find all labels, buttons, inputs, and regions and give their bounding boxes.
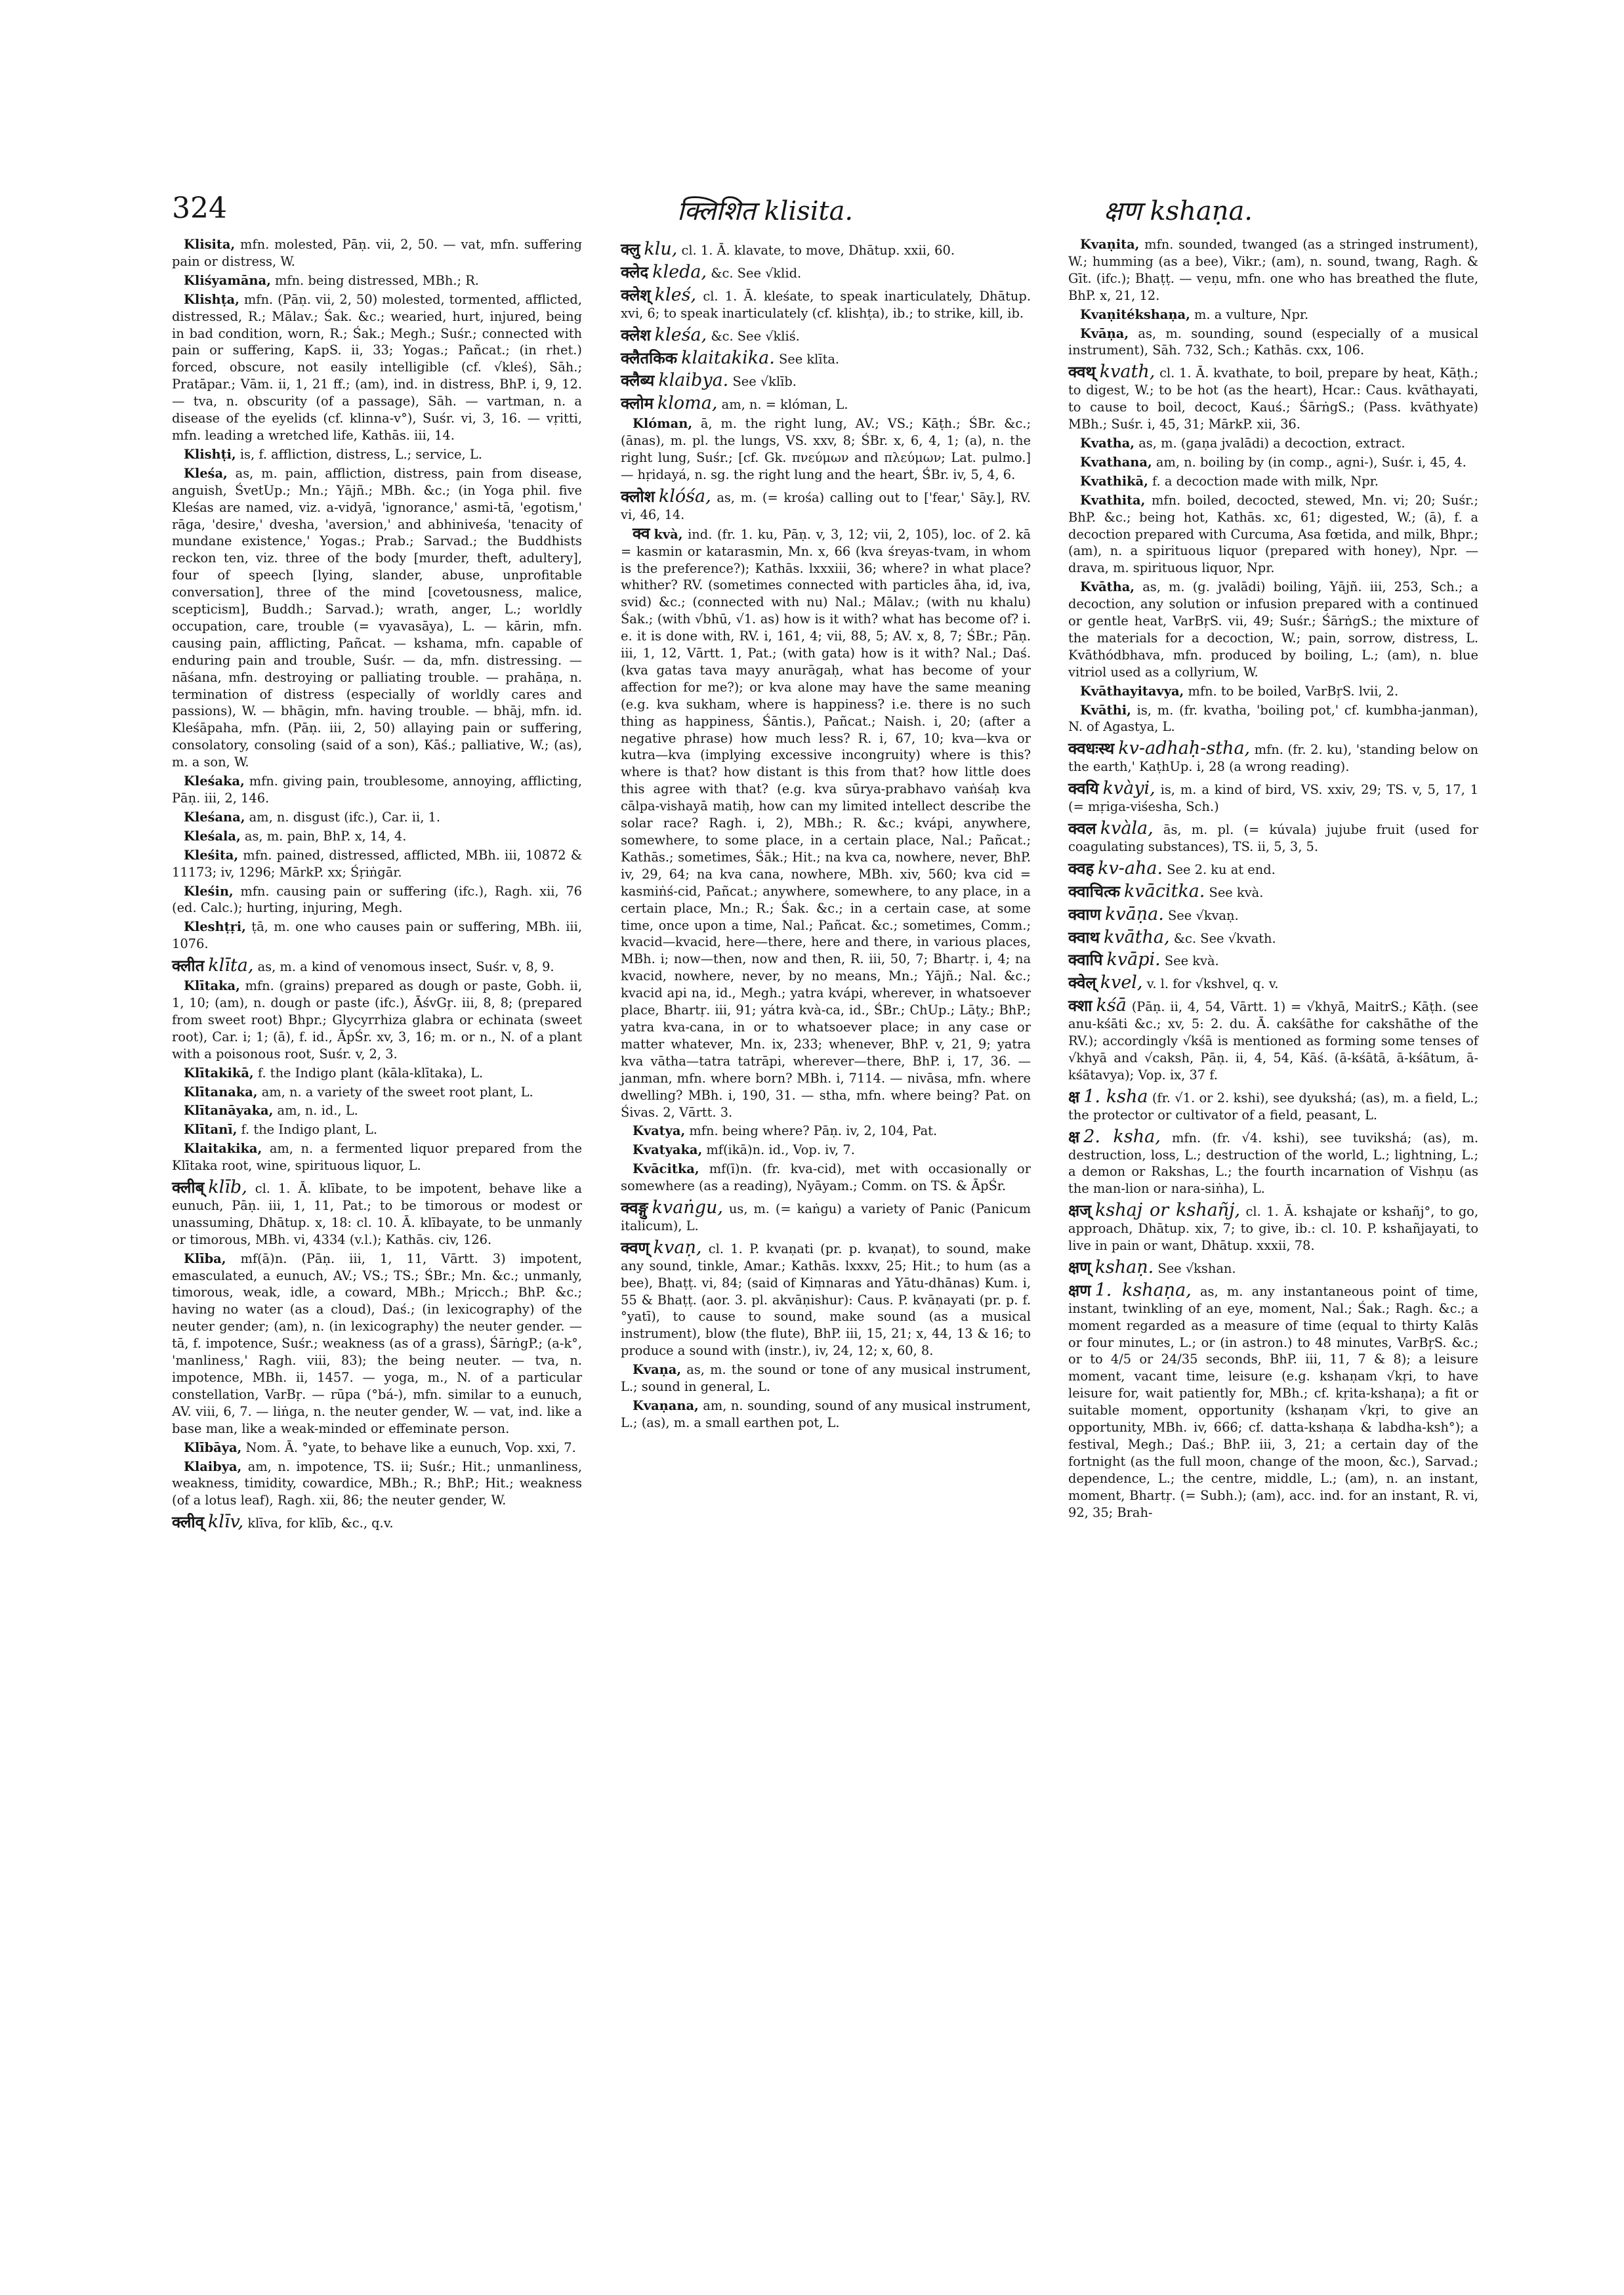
dictionary-entry xyxy=(172,773,582,807)
definition: mfn. being where? Pāṇ. iv, 2, 104, Pat. xyxy=(689,1123,938,1139)
dictionary-entry xyxy=(1068,926,1478,947)
definition: cl. 1. Ā. kvathate, to boil, prepare by heat, Kāṭh.; to digest, W.; to be hot (as the heart), Hcar.: Caus. kvāthayati, to cause to boil, decoct, Kauś.; ŚārṅgS.; (Pass. kvāthyate) MBh.; Suśr. i, 45, 31; MārkP. xii, 36. xyxy=(1068,365,1478,432)
headword: Kleśana, xyxy=(184,809,245,825)
dictionary-entry xyxy=(621,395,1031,413)
dictionary-entry xyxy=(1068,702,1478,736)
devanagari-headword: क्लेश् xyxy=(621,285,651,304)
definition: &c. See √kvath. xyxy=(1173,930,1276,946)
headword: Kvaṇita, xyxy=(1080,237,1140,252)
dictionary-entry xyxy=(1068,683,1478,700)
devanagari-headword: क्लैतकिक xyxy=(621,348,678,367)
dictionary-entry xyxy=(1068,780,1478,816)
headword: klaibya. xyxy=(658,370,729,391)
dictionary-entry xyxy=(1068,1202,1478,1254)
dictionary-entry xyxy=(1068,880,1478,901)
definition: f. the Indigo plant (kāla-klītaka), L. xyxy=(257,1065,484,1081)
definition: &c. See √kliś. xyxy=(711,328,800,344)
headword: Kvāthayitavya, xyxy=(1080,683,1184,699)
headword: kvà, xyxy=(654,526,683,542)
headword: kshaṇ. xyxy=(1094,1256,1154,1277)
headword: Klītanī, xyxy=(184,1122,238,1138)
devanagari-headword: क्वाचित्क xyxy=(1068,882,1121,901)
headword: Klītakikā, xyxy=(184,1065,254,1081)
dictionary-entry xyxy=(172,1084,582,1101)
devanagari-headword: क्ष xyxy=(1068,1087,1080,1106)
headword: Klaitakika, xyxy=(184,1141,262,1157)
definition: mfn. (fr. 2. ku), 'standing below on the earth,' KaṭhUp. i, 28 (a wrong reading). xyxy=(1068,742,1479,775)
headword: Kvaṇitékshaṇa, xyxy=(1080,306,1190,322)
dictionary-entry xyxy=(621,1361,1031,1396)
headword: klīta, xyxy=(208,955,254,976)
devanagari-headword: क्ष xyxy=(1068,1127,1080,1146)
definition: mfn. to be boiled, VarBṛS. lvii, 2. xyxy=(1188,683,1399,699)
devanagari-headword: क्वधःस्थ xyxy=(1068,739,1115,758)
dictionary-entry xyxy=(621,1161,1031,1195)
dictionary-entry xyxy=(1068,435,1478,452)
dictionary-entry xyxy=(1068,236,1478,304)
definition: mfn. (grains) prepared as dough or paste, Gobh. ii, 1, 10; (am), n. dough or paste (ifc.), ĀśvGṛ. iii, 8, 8; (prepared from sweet root) Bhpr.; Glycyrrhiza glabra or echinata (sweet root), Car. i; 1; (ā), f. id., ĀpŚr. xv, 3, 16; m. or n., N. of a plant with a poisonous root, Suśr. v, 2, 3. xyxy=(172,978,582,1062)
definition: mfn. being distressed, MBh.; R. xyxy=(275,272,479,288)
definition: (Pāṇ. ii, 4, 54, Vārtt. 1) = √khyā, MaitrS.; Kāṭh. (see anu-kśāti &c.; xv, 5: 2. du. Ā. cakśāthe for cakshāthe of the RV.); accordingly √kśā is mentioned as forming some tenses of √khyā and √caksh, Pāṇ. ii, 4, 54, Kāś. (ā-kśātā, ā-kśātum, ā-kśātavya); Vop. ix, 37 f. xyxy=(1068,999,1479,1083)
headword: kvaṇ, xyxy=(653,1237,702,1258)
devanagari-headword: क्लोश xyxy=(621,487,655,506)
definition: See klīta. xyxy=(779,351,840,367)
right-running-head: क्षण kshaṇa. xyxy=(1104,196,1253,226)
dictionary-entry xyxy=(172,809,582,826)
definition: mfn. molested, Pāṇ. vii, 2, 50. — vat, mfn. suffering pain or distress, W. xyxy=(172,237,582,269)
headword: Klītaka, xyxy=(184,978,240,994)
definition: mf(ī)n. (fr. kva-cid), met with occasionally or somewhere (as a reading), Nyāyam.; Comm. on TS. & ĀpŚr. xyxy=(621,1161,1031,1194)
definition: (fr. √1. or 2. kshi), see dyukshá; (as), m. a field, L.; the protector or cultivator of a field, peasant, L. xyxy=(1068,1090,1479,1123)
definition: See √kshan. xyxy=(1157,1260,1236,1276)
dictionary-entry xyxy=(172,1514,582,1532)
headword: Kliśyamāna, xyxy=(184,272,271,288)
definition: cl. 1. Ā. kleśate, to speak inarticulately, Dhātup. xvi, 6; to speak inarticulately (cf. klishṭa), ib.; to strike, kill, ib. xyxy=(621,288,1031,321)
devanagari-headword: क्वह xyxy=(1068,859,1094,878)
definition: &c. See √klid. xyxy=(711,265,802,281)
definition: mfn. sounded, twanged (as a stringed instrument), W.; humming (as a bee), Vikr.; (am), n. sound, twang, Ragh. & Gīt. (ifc.); Bhaṭṭ. — veṇu, mfn. one who has breathed the flute, BhP. x, 21, 12. xyxy=(1068,237,1478,303)
devanagari-headword: क्वयि xyxy=(1068,779,1099,798)
headword: kvàyi, xyxy=(1102,778,1156,799)
dictionary-entry xyxy=(621,372,1031,390)
headword: 2. ksha, xyxy=(1083,1126,1161,1147)
column-3 xyxy=(1068,236,1478,1523)
dictionary-entry xyxy=(621,1239,1031,1359)
headword: Kleśala, xyxy=(184,828,241,844)
dictionary-entry xyxy=(621,1142,1031,1159)
definition: as, m. (gaṇa jvalādi) a decoction, extract. xyxy=(1138,435,1405,451)
definition: am, n. id., L. xyxy=(277,1103,358,1119)
definition: cl. 1. Ā. kshajate or kshañj°, to go, approach, Dhātup. xix, 7; to give, ib.: cl. 10. P. kshañjayati, to live in pain or want, Dhātup. xxxii, 78. xyxy=(1068,1204,1479,1254)
definition: klīva, for klīb, &c., q.v. xyxy=(247,1516,394,1531)
headword: klīb, xyxy=(208,1177,247,1198)
headword: Kvatyaka, xyxy=(633,1142,703,1158)
headword: klóśa, xyxy=(658,486,711,507)
headword: klu, xyxy=(644,239,678,259)
headword: Klaibya, xyxy=(184,1458,242,1474)
devanagari-headword: क्षण् xyxy=(1068,1258,1091,1277)
headword: Kvathana, xyxy=(1080,454,1152,470)
devanagari-headword: क्वाथ xyxy=(1068,928,1100,947)
headword: kleś, xyxy=(654,284,697,305)
definition: m. a vulture, Npr. xyxy=(1194,306,1309,322)
headword: Klītanaka, xyxy=(184,1084,258,1100)
definition: v. l. for √kshvel, q. v. xyxy=(1146,976,1279,992)
dictionary-entry xyxy=(621,241,1031,259)
definition: See kvà. xyxy=(1164,953,1219,969)
devanagari-headword: क्वण् xyxy=(621,1238,650,1257)
definition: mfn. giving pain, troublesome, annoying, afflicting, Pāṇ. iii, 2, 146. xyxy=(172,774,582,806)
dictionary-entry xyxy=(621,488,1031,524)
dictionary-entry xyxy=(172,828,582,845)
definition: cl. 1. Ā. klībate, to be impotent, behave like a eunuch, Pāṇ. iii, 1, 11, Pat.; to be timorous or modest or unassuming, Dhātup. x, 18: cl. 10. Ā. klībayate, to be unmanly or timorous, MBh. vi, 4334 (v.l.); Kathās. civ, 126. xyxy=(172,1181,582,1247)
dictionary-entry xyxy=(172,1065,582,1082)
headword: kvàla, xyxy=(1100,818,1154,838)
dictionary-entry xyxy=(172,957,582,976)
dictionary-entry xyxy=(172,1121,582,1138)
headword: klaitakika. xyxy=(681,347,775,368)
definition: am, n. disgust (ifc.), Car. ii, 1. xyxy=(249,809,441,825)
dictionary-entry xyxy=(621,261,1031,282)
headword: kvācitka. xyxy=(1124,880,1205,901)
definition: ṭā, m. one who causes pain or suffering, MBh. iii, 1076. xyxy=(172,919,582,952)
dictionary-entry xyxy=(621,526,1031,1121)
devanagari-headword: क्षण xyxy=(1068,1281,1091,1300)
dictionary-entry xyxy=(172,1179,582,1249)
dictionary-entry xyxy=(172,236,582,270)
dictionary-entry xyxy=(1068,306,1478,323)
dictionary-entry xyxy=(1068,951,1478,970)
dictionary-entry xyxy=(621,415,1031,484)
dictionary-entry xyxy=(172,272,582,289)
definition: mfn. boiled, decocted, stewed, Mn. vi; 20; Suśr.; BhP. &c.; being hot, Kathās. xc, 61; digested, W.; (ā), f. a decoction prepared with Curcuma, Asa fœtida, and milk, Bhpr.; (am), n. a spirituous liquor (prepared with honey), Npr. — drava, m. spirituous liquor, Npr. xyxy=(1068,492,1479,576)
dictionary-entry xyxy=(172,1458,582,1510)
definition: is, f. affliction, distress, L.; service, L. xyxy=(239,446,482,462)
dictionary-entry xyxy=(1068,579,1478,680)
headword: Kleshṭṛi, xyxy=(184,919,246,935)
definition: as, m. (= krośa) calling out to ['fear,' Sāy.], RV. vi, 46, 14. xyxy=(621,489,1031,522)
dictionary-entry xyxy=(172,1140,582,1174)
devanagari-headword: क्वाण xyxy=(1068,905,1101,924)
dictionary-entry xyxy=(1068,1128,1478,1198)
dictionary-entry xyxy=(1068,1088,1478,1124)
definition: as, m. pain, affliction, distress, pain from disease, anguish, ŚvetUp.; Mn.; Yājñ.; MBh. &c.; (in Yoga phil. five Kleśas are named, viz. a-vidyā, 'ignorance,' asmi-tā, 'egotism,' rāga, 'desire,' dvesha, 'aversion,' and abhiniveśa, 'tenacity of mundane existence,' Yogas.; Prab.; Sarvad.; the Buddhists reckon ten, viz. three of the body [murder, theft, adultery], four of speech [lying, slander, abuse, unprofitable conversation], three of the mind [covetousness, malice, scepticism], Buddh.; Sarvad.); wrath, anger, L.; worldly occupation, care, trouble (= vyavasāya), L. — kārin, mfn. causing pain, afflicting, Pañcat. — kshama, mfn. capable of enduring pain and trouble, Suśr. — da, mfn. distressing. — nāśana, mfn. destroying or palliating trouble. — prahāṇa, n. termination of distress (especially of worldly cares and passions), W. — bhāgin, mfn. having trouble. — bhāj, mfn. id. Kleśāpaha, mfn. (Pāṇ. iii, 2, 50) allaying pain or suffering, consolatory, consoling (said of a son), Kāś.; palliative, W.; (as), m. a son, W. xyxy=(172,465,582,770)
headword: Klisita, xyxy=(184,237,236,252)
definition: am, n. = klóman, L. xyxy=(721,397,848,413)
page-number: 324 xyxy=(172,192,227,225)
dictionary-entry xyxy=(1068,1256,1478,1277)
definition: cl. 1. P. kvaṇati (pr. p. kvaṇat), to sound, make any sound, tinkle, Amar.; Kathās. lxxxv, 25; Hit.; to hum (as a bee), Bhaṭṭ. vi, 84; (said of Kiṃnaras and Yātu-dhānas) Kum. i, 55 & Bhaṭṭ. (aor. 3. pl. akvāṇishur): Caus. P. kvāṇayati (pr. p. f. °yatī), to cause to sound, make sound (as a musical instrument), blow (the flute), BhP. iii, 15, 21; x, 44, 13 & 16; to produce a sound with (instr.), iv, 24, 12; x, 60, 8. xyxy=(621,1241,1031,1359)
dictionary-entry xyxy=(172,883,582,917)
devanagari-headword: क्लोम xyxy=(621,394,654,413)
headword: Klība, xyxy=(184,1251,226,1266)
dictionary-entry xyxy=(1068,974,1478,993)
dictionary-entry xyxy=(621,1123,1031,1140)
devanagari-headword: क्षज् xyxy=(1068,1201,1092,1220)
definition: See √klīb. xyxy=(732,374,797,390)
definition: ind. (fr. 1. ku, Pāṇ. v, 3, 12; vii, 2, 105), loc. of 2. kā = kasmin or katarasmin, Mn. x, 66 (kva śreyas-tvam, in whom is the preference?); Kathās. lxxxiii, 36; where? in what place? whither? RV. (sometimes connected with particles āha, id, iva, svid) &c.; (connected with nu) Nal.; Mālav.; (with nu khalu) Śak.; (with √bhū, √1. as) how is it with? what has become of? i. e. it is done with, RV. i, 161, 4; vii, 88, 5; AV. x, 8, 7; ŚBr.; Pāṇ. iii, 1, 12, Vārtt. 1, Pat.; (with gata) how is it with? Nal.; Daś. (kva gatas tava mayy anurāgaḥ, what has become of your affection for me?); or kva alone may have the same meaning (e.g. kva sukham, where is happiness? i.e. there is no such thing as happiness, Śāntis.), Pañcat.; Naish. i, 20; (after a negative phrase) how much less? R. i, 67, 10; kva—kva or kutra—kva (implying excessive incongruity) where is this? where is that? how distant is this from that? how little does this agree with that? (e.g. kva sūrya-prabhavo vaṅśaḥ kva cālpa-vishayā matiḥ, how can my limited intellect describe the solar race? Ragh. i, 2), MBh.; R. &c.; kvápi, anywhere, somewhere, to some place, in a certain place, Nal.; Pañcat.; Kathās.; sometimes, Śāk.; Hit.; na kva ca, nowhere, never, BhP. iv, 29, 64; na kva cana, nowhere, MBh. xiv, 560; kva cid = kasmiṅś-cid, Pañcat.; anywhere, somewhere, to any place, in a certain place, Mn.; R.; Śak. &c.; in a certain case, at some time, once upon a time, Nal.; Pañcat. &c.; sometimes, Comm.; kvacid—kvacid, here—there, here and there, in various places, MBh. i; now—then, now and then, R. iii, 50, 7; Bhartṛ. i, 4; na kvacid, nowhere, never, by no means, Mn.; Yājñ.; Nal. &c.; kvacid api na, id., Megh.; yatra kvápi, wherever, in whatsoever place, Bhartṛ. iii, 91; yátra kvà-ca, id., ŚBr.; ChUp.; Lāṭy.; BhP.; yatra kva-cana, in or to whatsoever place; in any case or matter whatever, Mn. ix, 233; whenever, BhP. v, 21, 9; yatra kva vātha—tatra tatrāpi, wherever—there, BhP. i, 17, 36. — janman, mfn. where born? MBh. i, 7114. — nivāsa, mfn. where dwelling? MBh. i, 190, 31. — stha, mfn. where being? Pat. on Śivas. 2, Vārtt. 3. xyxy=(621,526,1031,1120)
definition: as, m. (g. jvalādi) boiling, Yājñ. iii, 253, Sch.; a decoction, any solution or infusion prepared with a continued or gentle heat, VarBṛS. vii, 49; Suśr.; ŚārṅgS.; the mixture of the materials for a decoction, W.; pain, sorrow, distress, L. Kvāthódbhava, mfn. produced by boiling, L.; (am), n. blue vitriol used as a collyrium, W. xyxy=(1068,579,1478,680)
dictionary-entry xyxy=(1068,454,1478,471)
definition: am, n. impotence, TS. ii; Suśr.; Hit.; unmanliness, weakness, timidity, cowardice, MBh.; R.; BhP.; Hit.; weakness (of a lotus leaf), Ragh. xii, 86; the neuter gender, W. xyxy=(172,1458,582,1508)
dictionary-entry xyxy=(1068,492,1478,577)
dictionary-entry xyxy=(172,291,582,444)
headword: kleda, xyxy=(652,261,707,282)
definition: f. the Indigo plant, L. xyxy=(241,1122,378,1138)
headword: Kvathita, xyxy=(1080,492,1146,508)
headword: 1. kshaṇa, xyxy=(1094,1279,1192,1300)
devanagari-headword: क्वङ्गु xyxy=(621,1199,648,1218)
definition: f. a decoction made with milk, Npr. xyxy=(1152,473,1379,489)
dictionary-entry xyxy=(621,284,1031,322)
headword: Kvācitka, xyxy=(633,1161,699,1177)
definition: is, m. a kind of bird, VS. xxiv, 29; TS. v, 5, 17, 1 (= mṛiga-viśesha, Sch.) xyxy=(1068,782,1478,815)
headword: Kleśa, xyxy=(184,465,228,481)
dictionary-entry xyxy=(1068,740,1478,775)
dictionary-entry xyxy=(1068,473,1478,490)
definition: Nom. Ā. °yate, to behave like a eunuch, Vop. xxi, 7. xyxy=(245,1439,576,1455)
headword: kleśa, xyxy=(654,324,707,345)
devanagari-headword: क्वल xyxy=(1068,819,1096,838)
devanagari-headword: क्लेद xyxy=(621,262,649,281)
headword: kśā xyxy=(1096,995,1127,1016)
dictionary-entry xyxy=(621,1199,1031,1235)
dictionary-entry xyxy=(1068,363,1478,433)
headword: Kleśin, xyxy=(184,883,234,899)
dictionary-entry xyxy=(172,978,582,1063)
devanagari-headword: क्वथ् xyxy=(1068,363,1096,382)
dictionary-entry xyxy=(621,347,1031,368)
headword: kv-aha. xyxy=(1098,858,1163,879)
definition: cl. 1. Ā. klavate, to move, Dhātup. xxii, 60. xyxy=(681,243,955,258)
definition: is, m. (fr. kvatha, 'boiling pot,' cf. kumbha-janman), N. of Agastya, L. xyxy=(1068,702,1479,735)
headword: Kvāthi, xyxy=(1080,702,1131,718)
dictionary-entry xyxy=(1068,325,1478,360)
headword: Kvaṇa, xyxy=(633,1362,682,1378)
devanagari-headword: क्वेल् xyxy=(1068,974,1096,993)
headword: kvath, xyxy=(1099,362,1156,382)
definition: ā, m. the right lung, AV.; VS.; Kāṭh.; ŚBr. &c.; (ānas), m. pl. the lungs, VS. xxv, 8; ŚBr. x, 6, 4, 1; (a), n. the right lung, Suśr.; [cf. Gk. πνεύμων and πλεύμων; Lat. pulmo.] — hṛidayá, n. sg. the right lung and the heart, ŚBr. iv, 5, 4, 6. xyxy=(621,416,1031,482)
definition: mfn. causing pain or suffering (ifc.), Ragh. xii, 76 (ed. Calc.); hurting, injuring, Megh. xyxy=(172,883,582,916)
headword: klīv, xyxy=(207,1512,244,1533)
definition: as, m. any instantaneous point of time, instant, twinkling of an eye, moment, Nal.; Śak.; Ragh. &c.; a moment regarded as a measure of time (equal to thirty Kalās or four minutes, L.; or (in astron.) to 48 minutes, VarBṛS. &c.; or to 4/5 or 24/35 seconds, BhP. iii, 11, 7 & 8); a leisure moment, vacant time, leisure (e.g. kshaṇam √kṛi, to have leisure for, wait patiently for, MBh.; cf. kṛita-kshaṇa); a fit or suitable moment, opportunity (kshaṇam √kṛi, to give an opportunity, MBh. iv, 666; cf. datta-kshaṇa & labdha-ksh°); a festival, Megh.; Daś.; BhP. iii, 3, 21; a certain day of the fortnight (as the full moon, change of the moon, &c.), Sarvad.; dependence, L.; the centre, middle, L.; (am), n. an instant, moment, Bhartṛ. (= Subh.); (am), acc. ind. for an instant, R. vi, 92, 35; Brah- xyxy=(1068,1283,1478,1520)
headword: Klībāya, xyxy=(184,1439,242,1455)
devanagari-headword: क्लीत xyxy=(172,957,205,976)
definition: am, n. a variety of the sweet root plant, L. xyxy=(261,1084,533,1100)
dictionary-entry xyxy=(621,324,1031,345)
devanagari-headword: क्लु xyxy=(621,240,640,258)
definition: mfn. (fr. √4. kshi), see tuvikshá; (as), m. destruction, loss, L.; destruction of the world, L.; lightning, L.; a demon or Rakshas, L.; the fourth incarnation of Vishṇu (as the man-lion or nara-siṅha), L. xyxy=(1068,1130,1478,1197)
headword: Klishṭa, xyxy=(184,291,239,307)
left-running-head: क्लिशित klisita. xyxy=(677,196,854,226)
headword: Kleśaka, xyxy=(184,774,245,789)
headword: kvaṅgu, xyxy=(652,1197,723,1218)
headword: kvātha, xyxy=(1103,926,1170,947)
headword: Klóman, xyxy=(633,416,693,432)
dictionary-entry xyxy=(1068,903,1478,924)
devanagari-headword: क्लीब् xyxy=(172,1178,205,1197)
dictionary-entry xyxy=(172,1439,582,1457)
dictionary-entry xyxy=(172,446,582,463)
devanagari-headword: क्लैब्य xyxy=(621,371,655,390)
devanagari-headword: क्शा xyxy=(1068,997,1093,1016)
column-1 xyxy=(172,236,582,1534)
definition: am, n. a fermented liquor prepared from the Klītaka root, wine, spirituous liquor, L. xyxy=(172,1141,582,1174)
definition: mfn. pained, distressed, afflicted, MBh. iii, 10872 & 11173; iv, 1296; MārkP. xx; Śṛiṅgār. xyxy=(172,847,582,880)
definition: See kvà. xyxy=(1209,884,1264,900)
headword: kshaj or kshañj, xyxy=(1095,1200,1241,1221)
dictionary-entry xyxy=(172,1102,582,1119)
definition: See 2. ku at end. xyxy=(1167,861,1276,877)
definition: mfn. (Pāṇ. vii, 2, 50) molested, tormented, afflicted, distressed, R.; Mālav.; Śak. &c.; wearied, hurt, injured, being in bad condition, worn, R.; Śak.; Megh.; Suśr.; connected with pain or suffering, KapS. ii, 33; Yogas.; Pañcat.; (in rhet.) forced, obscure, not easily intelligible (cf. √kleś), Sāh.; Pratāpar.; Vām. ii, 1, 21 ff.; (am), ind. in distress, BhP. i, 9, 12. — tva, n. obscurity (of a passage), Sāh. — vartman, n. a disease of the eyelids (cf. klinna-v°), Suśr. vi, 3, 16. — vṛitti, mfn. leading a wretched life, Kathās. iii, 14. xyxy=(172,291,582,443)
dictionary-entry xyxy=(1068,820,1478,856)
definition: as, m. the sound or tone of any musical instrument, L.; sound in general, L. xyxy=(621,1362,1031,1395)
definition: mf(ikā)n. id., Vop. iv, 7. xyxy=(706,1142,855,1158)
definition: ās, m. pl. (= kúvala) jujube fruit (used for coagulating substances), TS. ii, 5, 3, 5. xyxy=(1068,822,1478,854)
definition: us, m. (= kaṅgu) a variety of Panic (Panicum italicum), L. xyxy=(621,1201,1031,1233)
definition: See √kvaṇ. xyxy=(1167,907,1239,923)
definition: mf(ā)n. (Pāṇ. iii, 1, 11, Vārtt. 3) impotent, emasculated, a eunuch, AV.; VS.; TS.; ŚBr.; Mn. &c.; unmanly, timorous, weak, idle, a coward, MBh.; Mṛicch.; BhP. &c.; having no water (as a cloud), Daś.; (in lexicography) of the neuter gender; (am), n. (in lexicography) the neuter gender. — tā, f. impotence, Suśr.; weakness (as of a grass), ŚārṅgP.; (a-k°, 'manliness,' Ragh. viii, 83); the being neuter. — tva, n. impotence, MBh. ii, 1457. — yoga, m., N. of a particular constellation, VarBṛ. — rūpa (°bá-), mfn. similar to a eunuch, AV. viii, 6, 7. — liṅga, n. the neuter gender, W. — vat, ind. like a base man, like a weak-minded or effeminate person. xyxy=(172,1251,582,1436)
headword: kloma, xyxy=(657,393,718,414)
devanagari-headword: क्लीव् xyxy=(172,1513,204,1532)
definition: am, n. boiling by (in comp., agni-), Suśr. i, 45, 4. xyxy=(1156,454,1467,470)
dictionary-entry xyxy=(172,919,582,953)
headword: Klītanāyaka, xyxy=(184,1103,274,1119)
headword: Kvatya, xyxy=(633,1123,686,1139)
headword: Kleśita, xyxy=(184,847,239,863)
headword: kvāṇa. xyxy=(1105,903,1164,924)
dictionary-entry xyxy=(1068,997,1478,1084)
definition: am, n. sounding, sound of any musical instrument, L.; (as), m. a small earthen pot, L. xyxy=(621,1398,1031,1430)
headword: Klishṭi, xyxy=(184,446,236,462)
headword: Kvaṇana, xyxy=(633,1398,699,1413)
dictionary-entry xyxy=(1068,1279,1478,1521)
definition: as, m. sounding, sound (especially of a musical instrument), Sāh. 732, Sch.; Kathās. cxx, 106. xyxy=(1068,325,1478,358)
page-header xyxy=(172,192,1478,231)
headword: kv-adhaḥ-stha, xyxy=(1118,738,1251,759)
column-2 xyxy=(621,236,1031,1434)
dictionary-entry xyxy=(172,847,582,881)
dictionary-entry xyxy=(621,1397,1031,1432)
headword: Kvātha, xyxy=(1080,579,1135,595)
headword: kvel, xyxy=(1100,972,1143,993)
headword: 1. ksha xyxy=(1083,1086,1148,1107)
headword: Kvathikā, xyxy=(1080,473,1148,489)
dictionary-entry xyxy=(172,1251,582,1437)
dictionary-entry xyxy=(1068,860,1478,879)
headword: Kvatha, xyxy=(1080,435,1135,451)
devanagari-headword: क्व xyxy=(633,524,650,543)
headword: Kvāṇa, xyxy=(1080,325,1129,341)
definition: as, m. a kind of venomous insect, Suśr. v, 8, 9. xyxy=(257,959,554,975)
headword: kvāpi. xyxy=(1106,949,1161,970)
definition: as, m. pain, BhP. x, 14, 4. xyxy=(244,828,407,844)
devanagari-headword: क्लेश xyxy=(621,325,651,344)
devanagari-headword: क्वापि xyxy=(1068,951,1103,970)
dictionary-entry xyxy=(172,465,582,771)
